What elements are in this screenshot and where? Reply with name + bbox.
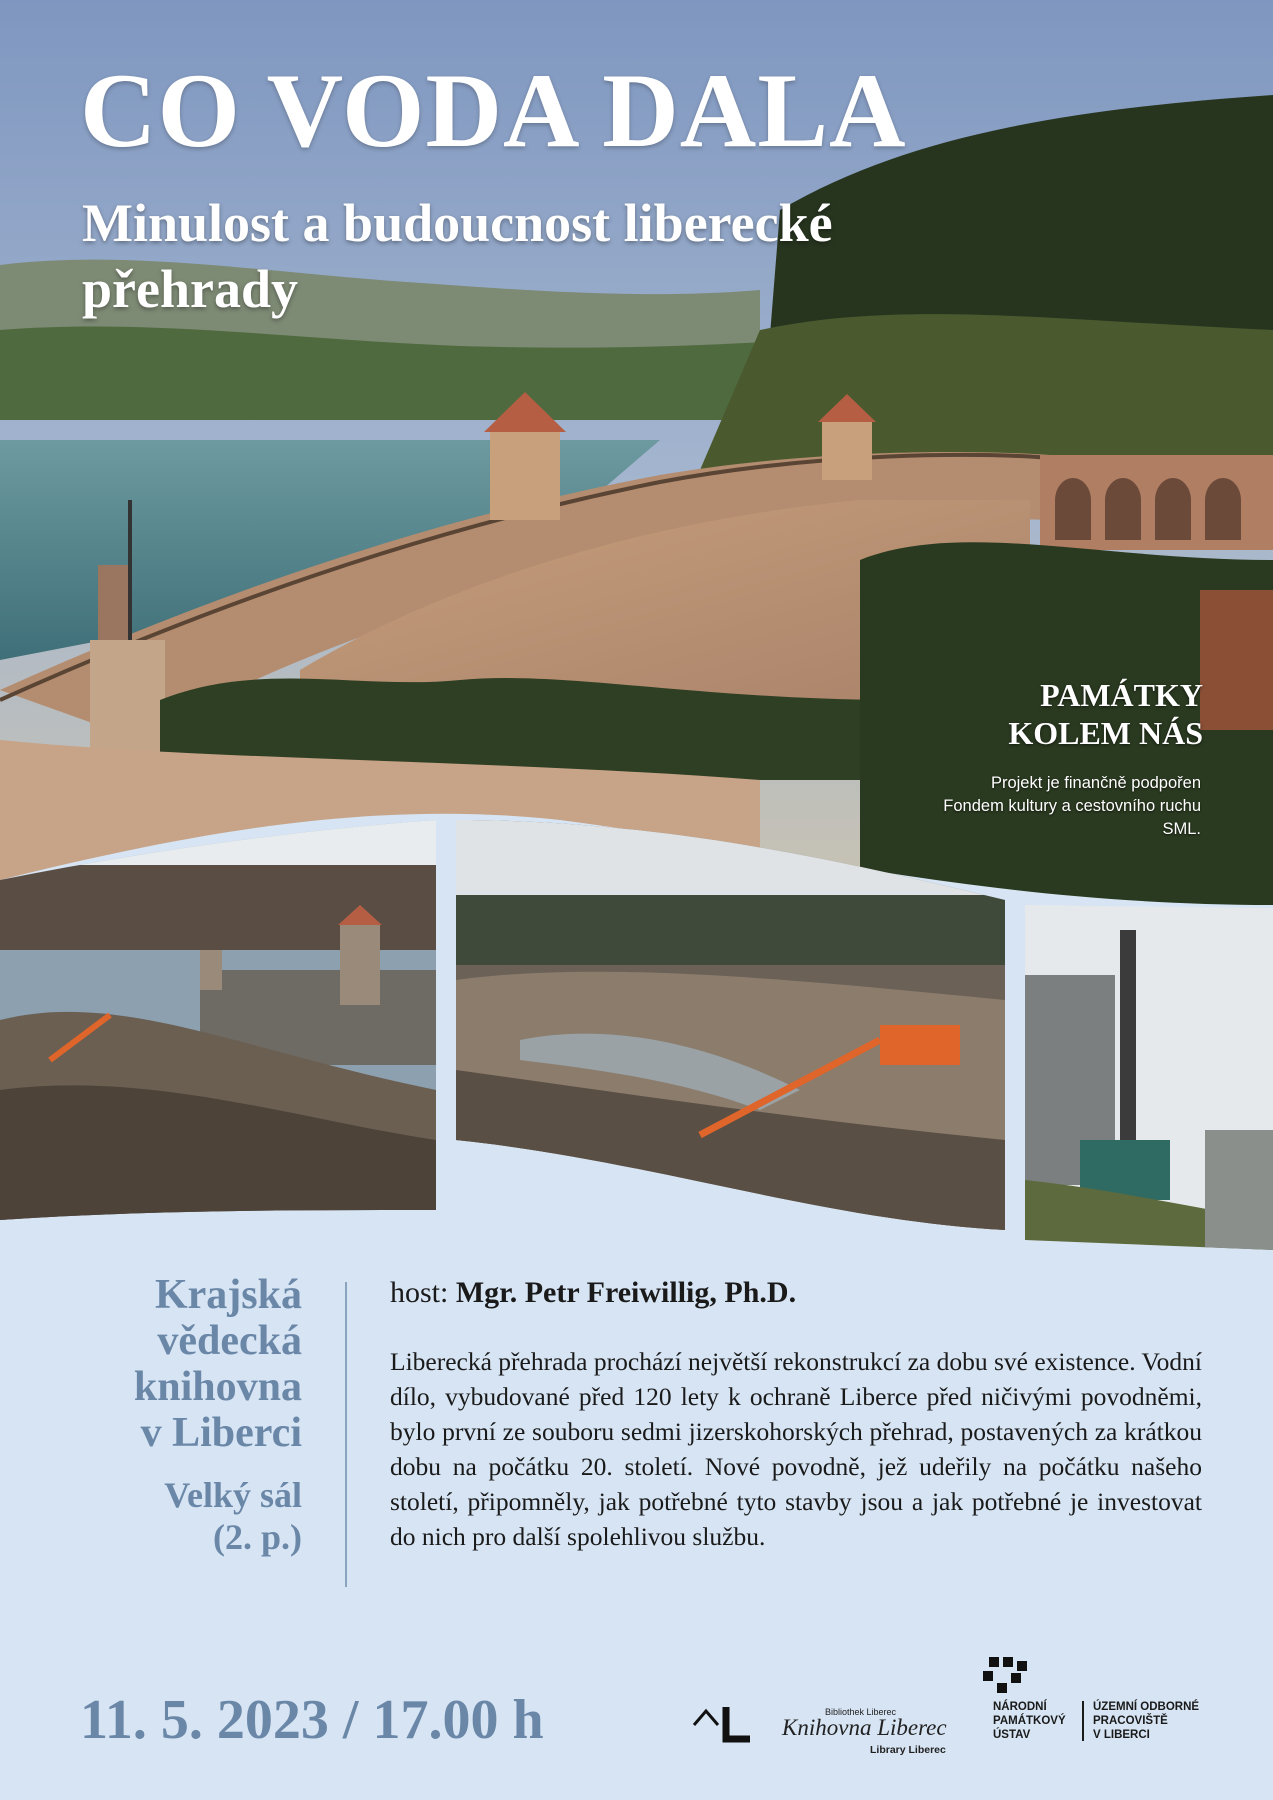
host-name: Mgr. Petr Freiwillig, Ph.D. [455,1276,797,1309]
event-datetime: 11. 5. 2023 / 17.00 h [80,1689,544,1751]
project-note: Projekt je finančně podpořen Fondem kultury a cestovního ruchu SML. [943,774,1201,838]
venue-block [40,1272,302,1558]
npu-logo-name: NÁRODNÍ PAMÁTKOVÝ ÚSTAV [993,1701,1066,1741]
library-logo-small: Bibliothek Liberec [825,1707,897,1717]
library-logo-main: Knihovna Liberec [782,1715,947,1740]
event-description: Liberecká přehrada prochází největší rekonstrukcí za dobu své existence. Vodní dílo, vybudované před 120 lety k ochraně Liberce před ničivými povodněmi, bylo první ze souboru sedmi jizerskohorských přehrad, postavených za krátkou dobu na počátku 20. století. Nové povodně, jež udeřily na počátku našeho století, připomněly, jak potřebné tyto stavby jsou a jak potřebné je investovat do nich pro další spolehlivou službu. [390,1347,1202,1551]
venue-hall: Velký sál (2. p.) [164,1475,302,1557]
npu-logo-office: ÚZEMNÍ ODBORNÉ PRACOVIŠTĚ V LIBERCI [1093,1701,1200,1741]
reconstruction-photo-strip [0,790,1273,1260]
partner-logos [690,1655,1230,1765]
host-line [390,1276,796,1310]
photo-dam-wall [0,790,436,1260]
npu-logo-icon [977,1655,1037,1697]
library-logo-sub: Library Liberec [870,1744,946,1756]
project-tag: PAMÁTKY KOLEM NÁS [1008,677,1203,751]
page-subtitle: Minulost a budoucnost liberecké přehrady [82,193,833,319]
al-logo-icon [690,1701,754,1745]
divider-line [345,1282,347,1587]
photo-drilling-rig [1025,890,1273,1260]
npu-logo-separator [1082,1701,1084,1741]
host-label: host: [390,1276,449,1309]
venue-library: Krajská vědecká knihovna v Liberci [133,1272,302,1456]
page-title: CO VODA DALA [80,52,907,169]
